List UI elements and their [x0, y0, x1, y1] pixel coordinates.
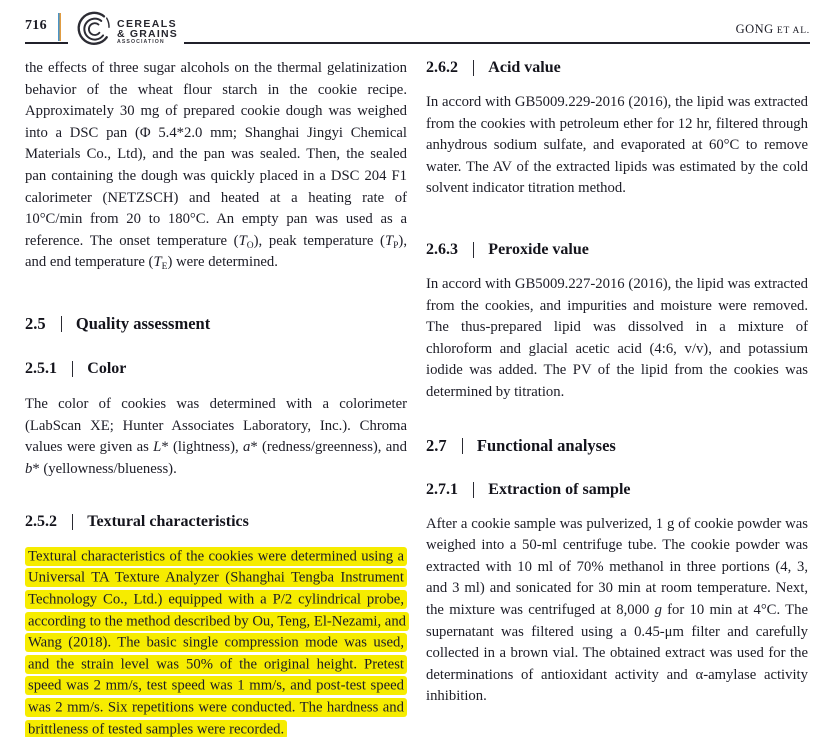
section-title: Textural characteristics: [87, 513, 249, 531]
right-column: [426, 58, 808, 708]
symbol-a-star: a: [242, 439, 251, 456]
running-head-et-al: ET AL.: [773, 26, 810, 36]
section-heading-2-7-1: [426, 480, 808, 500]
section-number: 2.6.3: [426, 240, 458, 258]
logo-line-grains: & GRAINS: [117, 28, 178, 41]
cereals-grains-association-logo: [68, 9, 184, 55]
symbol-T-peak: T: [384, 232, 394, 249]
section-title: Functional analyses: [476, 435, 616, 455]
section-number: 2.7: [426, 435, 447, 455]
section-number: 2.5.1: [25, 359, 57, 377]
color-method-paragraph: [25, 394, 407, 480]
heading-separator-bar: [473, 60, 474, 76]
peroxide-value-paragraph: In accord with GB5009.227-2016 (2016), the lipid was extracted from the cookies, and impurities and moisture were removed. The thus-prepared lipid was dissolved in a mixture of chloroform and glacial acetic acid (4:6, v/v), and potassium iodide was added. The PV of the lipid from the cookies was determined by titration.: [426, 275, 808, 400]
paragraph-text: ), and end temperature (: [25, 232, 407, 271]
left-column: [25, 58, 407, 737]
section-number: 2.5: [25, 313, 46, 333]
section-title: Extraction of sample: [488, 480, 631, 498]
brand-accent-bar: [58, 13, 61, 41]
section-title: Color: [87, 359, 127, 377]
section-heading-2-6-3: [426, 240, 808, 260]
paragraph-text: the effects of three sugar alcohols on the thermal gelatinization behavior of the wheat flour starch in the cookie recipe. Approximately 30 mg of prepared cookie dough was weighed into a DSC pan (Φ 5.4*2.0 mm; Shanghai Jingyi Chemical Materials Co., Ltd), and the pan was sealed. Then, the sealed pan containing the dough was quickly placed in a DSC 204 F1 calorimeter (NETZSCH) and heated at a heating rate of 10°C/min from 20 to 180°C. An empty pan was used as a reference. The onset temperature (: [25, 60, 407, 249]
section-title: Quality assessment: [75, 313, 211, 333]
symbol-L-star: L: [153, 439, 162, 456]
section-number: 2.6.2: [426, 59, 458, 76]
heading-separator-bar: [462, 438, 463, 454]
section-heading-2-7: [426, 436, 808, 456]
symbol-T-end: T: [153, 254, 162, 271]
logo-line-cereals: CEREALS: [117, 17, 177, 30]
acid-value-paragraph: In accord with GB5009.229-2016 (2016), the lipid was extracted from the cookies with petroleum ether for 12 hr, filtered through anhydrous sodium sulfate, and evaporated at 60°C to remove water. The AV of the extracted lipids was estimated by the cold solvent indicator titration method.: [426, 94, 808, 197]
heading-separator-bar: [61, 316, 62, 332]
paragraph-text: * (lightness),: [161, 439, 243, 456]
paragraph-text: for 10 min at 4°C. The supernatant was filtered using a 0.45-μm filter and carefully collected in a brown vial. The obtained extract was used for the determinations of antioxidant activity and α-amylase activity inhibition.: [426, 601, 808, 705]
paragraph-text: * (yellowness/blueness).: [32, 460, 177, 477]
highlighted-text: Textural characteristics of the cookies were determined using a Universal TA Texture Analyzer (Shanghai Tengba Instrument Technology Co., Ltd.) equipped with a P/2 cylindrical probe, according to the method described by Ou, Teng, El-Nezami, and Wang (2018). The basic single compression mode was used, and the strain level was 50% of the original height. Pretest speed was 2 mm/s, test speed was 1 mm/s, and post-test speed was 2 mm/s. Six repetitions were conducted. The hardness and brittleness of tested samples were recorded.: [25, 547, 409, 737]
page-number: 716: [25, 18, 47, 33]
paragraph-text: ), peak temperature (: [253, 232, 385, 249]
logo-wordmark: [117, 19, 178, 46]
heading-separator-bar: [473, 242, 474, 258]
section-number: 2.7.1: [426, 480, 458, 498]
heading-separator-bar: [473, 482, 474, 498]
subscript-E: E: [161, 262, 168, 273]
subscript-P: P: [393, 240, 399, 251]
section-title: Peroxide value: [488, 240, 589, 258]
heading-separator-bar: [72, 361, 73, 377]
section-heading-2-6-2: [426, 58, 808, 78]
symbol-g-force: g: [654, 601, 662, 618]
section-heading-2-5: [25, 314, 407, 334]
dsc-method-paragraph: [25, 58, 407, 274]
paragraph-text: The color of cookies was determined with a colorimeter (LabScan XE; Hunter Associates Laboratory, Inc.). Chroma values were given as: [25, 395, 407, 456]
extraction-paragraph: [426, 514, 808, 708]
section-heading-2-5-2: [25, 512, 407, 532]
running-head: [736, 22, 810, 37]
section-heading-2-5-1: [25, 359, 407, 379]
paragraph-text: After a cookie sample was pulverized, 1 g of cookie powder was weighed into a 50-ml centrifuge tube. The cookie powder was extracted with 10 ml of 70% methanol in three portions (4, 3, and 3 ml) and sonicated for 30 min at room temperature. Next, the mixture was centrifuged at 8,000: [426, 515, 808, 618]
symbol-b-star: b: [25, 460, 33, 477]
logo-line-association: ASSOCIATION: [117, 39, 165, 46]
section-number: 2.5.2: [25, 513, 57, 531]
heading-separator-bar: [72, 514, 73, 530]
symbol-T-onset: T: [238, 232, 247, 249]
swirl-logo-icon: [74, 9, 114, 56]
paragraph-text: * (redness/greenness), and: [250, 439, 407, 456]
section-title: Acid value: [488, 59, 561, 76]
textural-method-paragraph: [25, 546, 407, 737]
subscript-O: O: [246, 240, 254, 251]
paragraph-text: ) were determined.: [167, 254, 278, 271]
running-head-authors: GONG: [735, 22, 774, 36]
